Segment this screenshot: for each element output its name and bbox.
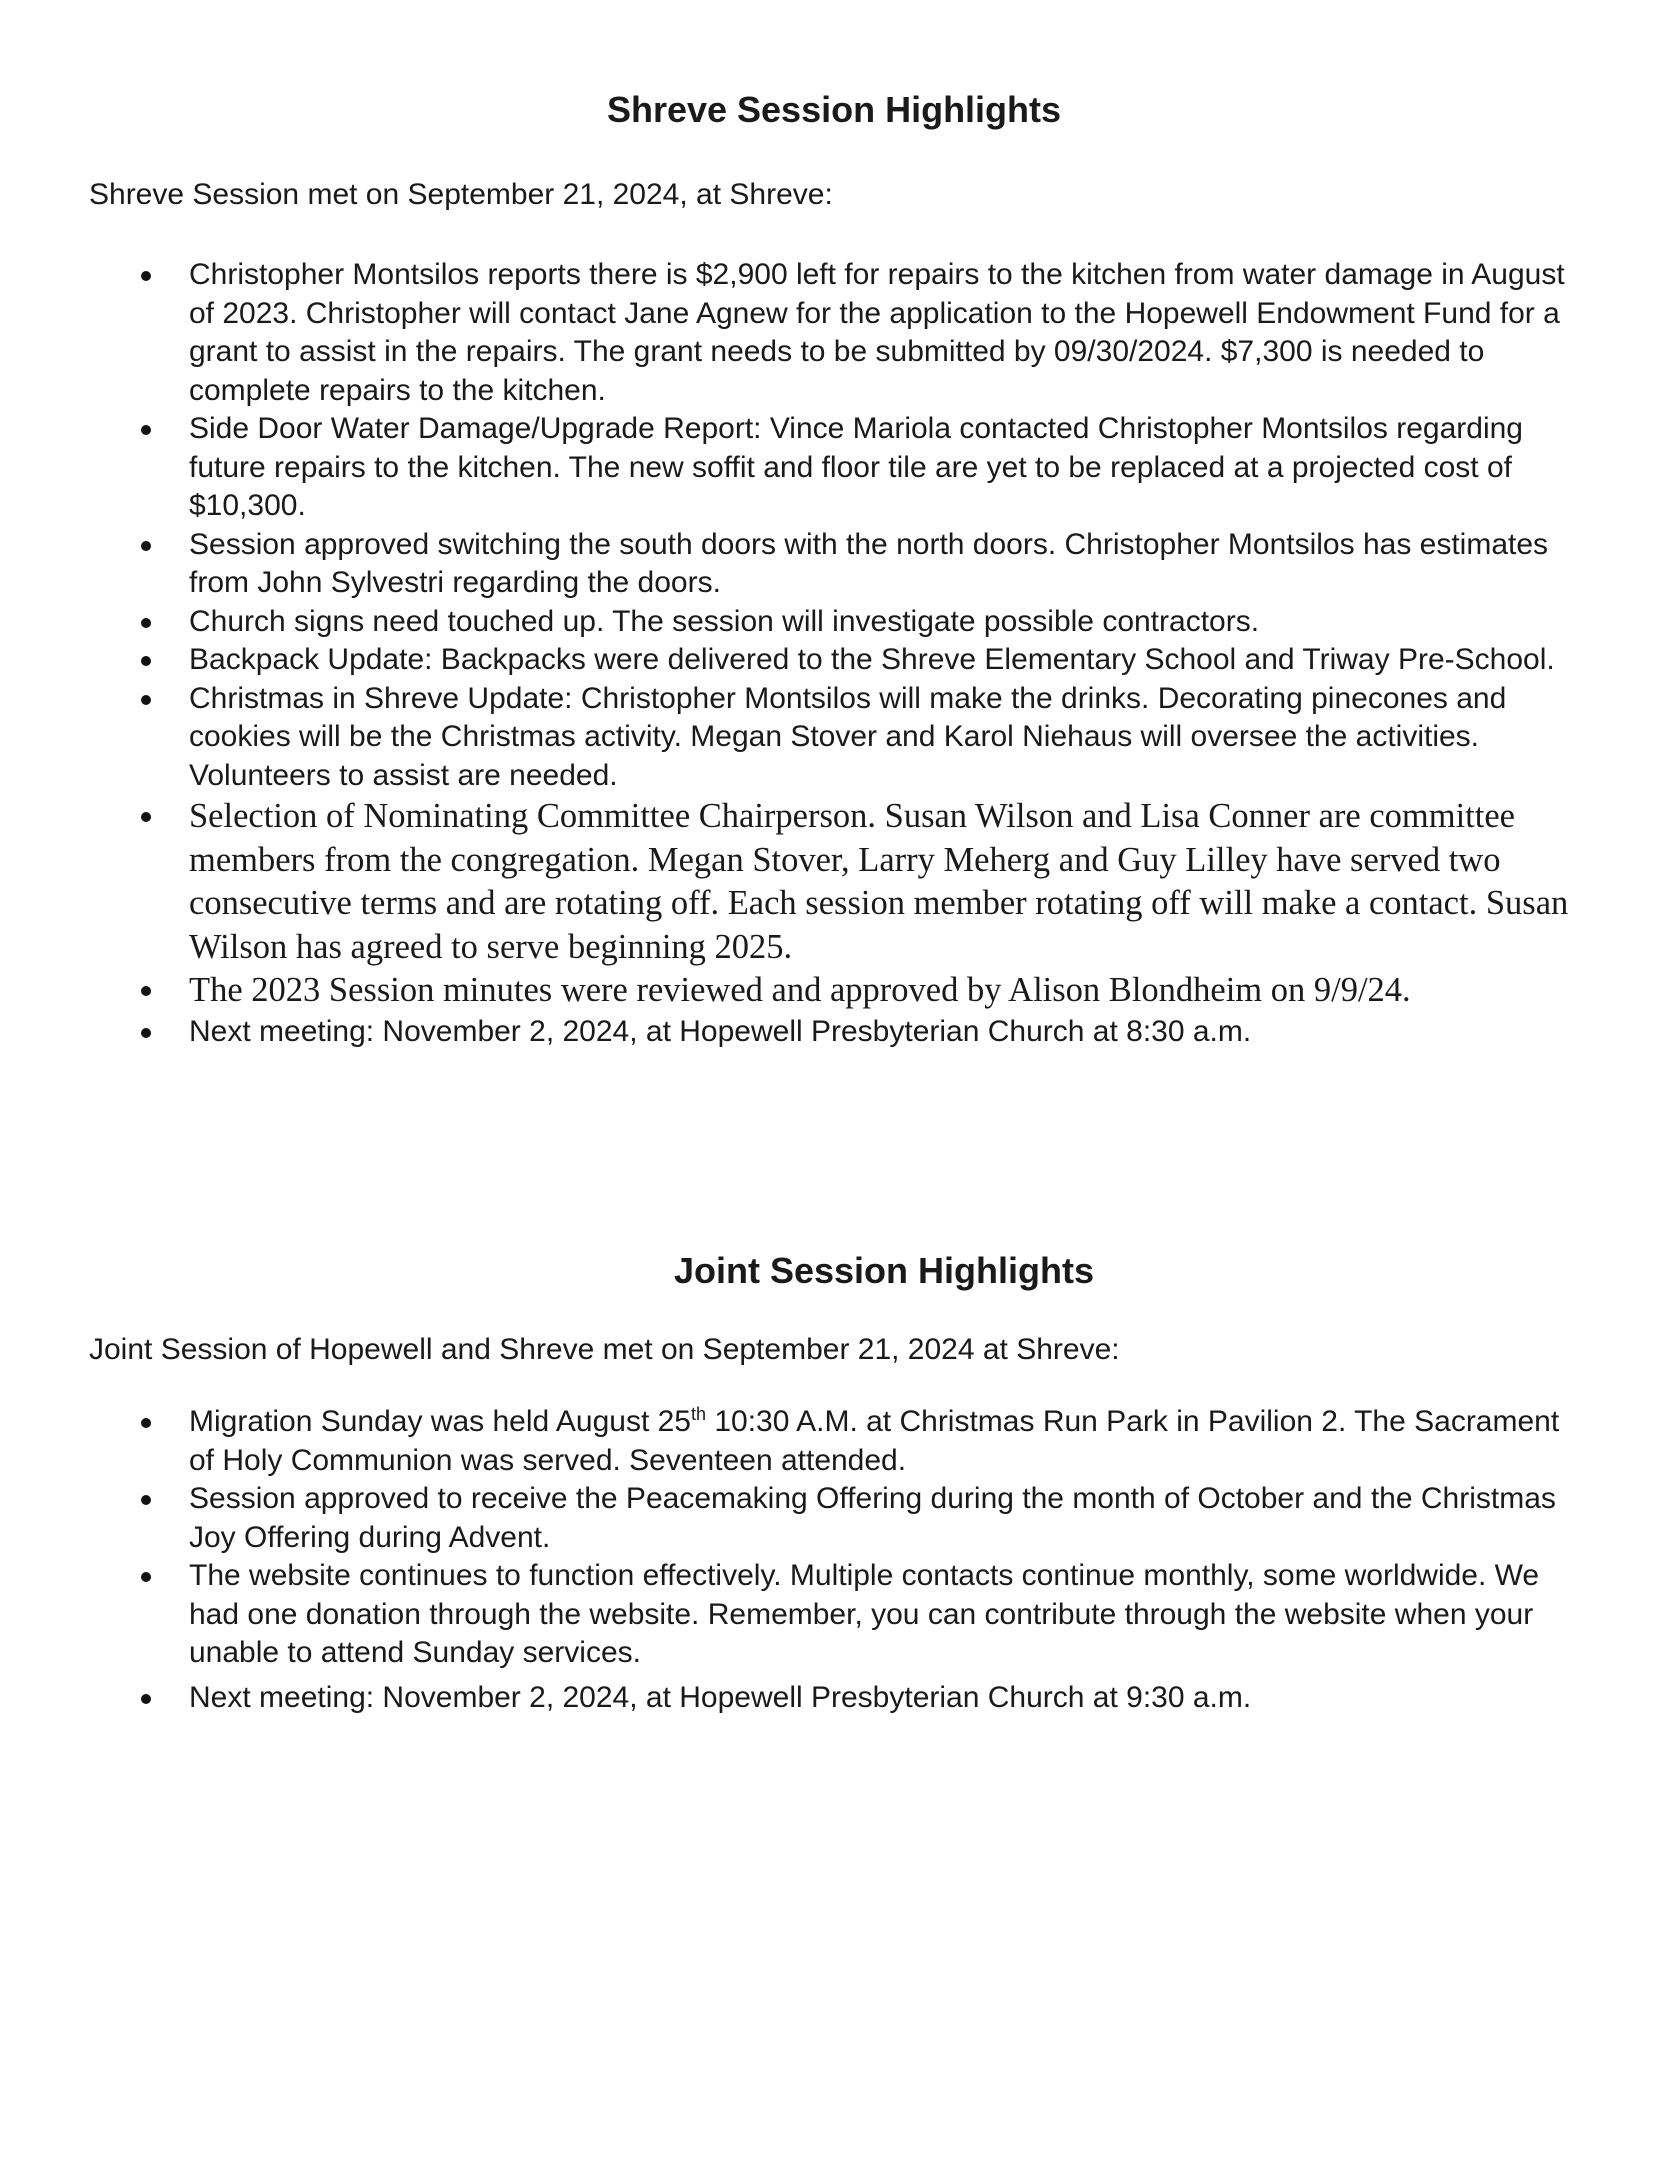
list-item: Backpack Update: Backpacks were delivered to the Shreve Elementary School and Triway Pre-School. bbox=[0, 641, 1630, 680]
list-item: Church signs need touched up. The session will investigate possible contractors. bbox=[0, 603, 1630, 642]
list-item: Christopher Montsilos reports there is $2,900 left for repairs to the kitchen from water damage in August of 2023. Christopher will contact Jane Agnew for the application to the Hopewell Endowment Fund for a grant to assist in the repairs. The grant needs to be submitted by 09/30/2024. $7,300 is needed to complete repairs to the kitchen. bbox=[0, 256, 1630, 410]
bullet-icon bbox=[141, 812, 151, 822]
list-item: The 2023 Session minutes were reviewed and approved by Alison Blondheim on 9/9/24. bbox=[0, 969, 1630, 1013]
list-item: Christmas in Shreve Update: Christopher Montsilos will make the drinks. Decorating pinecones and cookies will be the Christmas activity. Megan Stover and Karol Niehaus will oversee the activities. Volunteers to assist are needed. bbox=[0, 680, 1630, 796]
bullet-icon bbox=[141, 541, 151, 551]
list-item: Next meeting: November 2, 2024, at Hopewell Presbyterian Church at 9:30 a.m. bbox=[0, 1679, 1630, 1718]
bullet-icon bbox=[141, 986, 151, 996]
bullet-icon bbox=[141, 1694, 151, 1704]
shreve-intro: Shreve Session met on September 21, 2024, at Shreve: bbox=[89, 178, 833, 211]
list-item: Migration Sunday was held August 25th 10:30 A.M. at Christmas Run Park in Pavilion 2. The Sacrament of Holy Communion was served. Seventeen attended. bbox=[0, 1403, 1630, 1480]
bullet-icon bbox=[141, 618, 151, 628]
joint-highlights-list bbox=[0, 1403, 1668, 1717]
bullet-icon bbox=[141, 695, 151, 705]
list-item: Next meeting: November 2, 2024, at Hopewell Presbyterian Church at 8:30 a.m. bbox=[0, 1013, 1630, 1052]
shreve-heading: Shreve Session Highlights bbox=[606, 89, 1062, 130]
bullet-icon bbox=[141, 1418, 151, 1428]
list-item: Side Door Water Damage/Upgrade Report: Vince Mariola contacted Christopher Montsilos regarding future repairs to the kitchen. The new soffit and floor tile are yet to be replaced at a projected cost of $10,300. bbox=[0, 410, 1630, 526]
bullet-icon bbox=[141, 656, 151, 666]
joint-heading: Joint Session Highlights bbox=[673, 1250, 1095, 1291]
joint-intro: Joint Session of Hopewell and Shreve met on September 21, 2024 at Shreve: bbox=[89, 1333, 1120, 1366]
list-item: Session approved switching the south doors with the north doors. Christopher Montsilos has estimates from John Sylvestri regarding the doors. bbox=[0, 526, 1630, 603]
list-item: Selection of Nominating Committee Chairperson. Susan Wilson and Lisa Conner are committee members from the congregation. Megan Stover, Larry Meherg and Guy Lilley have served two consecutive terms and are rotating off. Each session member rotating off will make a contact. Susan Wilson has agreed to serve beginning 2025. bbox=[0, 795, 1630, 969]
bullet-icon bbox=[141, 271, 151, 281]
list-item: The website continues to function effectively. Multiple contacts continue monthly, some worldwide. We had one donation through the website. Remember, you can contribute through the website when your unable to attend Sunday services. bbox=[0, 1557, 1630, 1673]
list-item: Session approved to receive the Peacemaking Offering during the month of October and the Christmas Joy Offering during Advent. bbox=[0, 1480, 1630, 1557]
bullet-icon bbox=[141, 1495, 151, 1505]
shreve-highlights-list bbox=[0, 256, 1668, 1051]
bullet-icon bbox=[141, 425, 151, 435]
bullet-icon bbox=[141, 1572, 151, 1582]
bullet-icon bbox=[141, 1028, 151, 1038]
